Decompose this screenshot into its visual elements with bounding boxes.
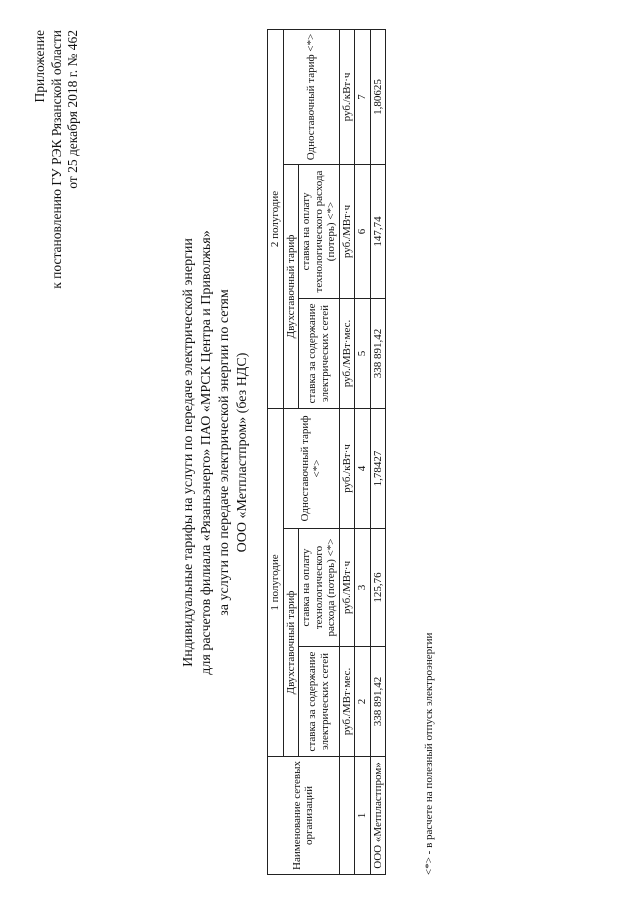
column-number: 6 <box>355 164 371 298</box>
units-row <box>339 29 355 874</box>
two-part-tariff-header-1: Двухставочный тариф <box>283 529 299 757</box>
column-number: 5 <box>355 298 371 408</box>
unit-cell: руб./кВт·ч <box>339 408 355 528</box>
column-number: 7 <box>355 29 371 164</box>
column-numbers-row <box>355 29 371 874</box>
unit-cell: руб./МВт·мес. <box>339 298 355 408</box>
rate-maintenance-header-2: ставка за содержание электрических сетей <box>299 298 340 408</box>
rate-losses-header-1: ставка на оплату технологического расхода (потерь) <*> <box>299 529 340 647</box>
table-header-row <box>268 29 284 874</box>
appendix-label: Приложение <box>32 30 47 103</box>
value-cell: 125,76 <box>370 529 386 647</box>
unit-cell: руб./МВт·мес. <box>339 647 355 757</box>
value-cell: 338 891,42 <box>370 298 386 408</box>
value-cell: 147,74 <box>370 164 386 298</box>
value-cell: 338 891,42 <box>370 647 386 757</box>
title-line-2: для расчетов филиала «Рязаньэнерго» ПАО «МРСК Центра и Приволжья» <box>199 230 214 675</box>
unit-cell: руб./МВт·ч <box>339 164 355 298</box>
half1-header: 1 полугодие <box>268 408 284 756</box>
column-number: 3 <box>355 529 371 647</box>
appendix-resolution: к постановлению ГУ РЭК Рязанской области <box>48 30 64 289</box>
one-part-tariff-header-1: Одноставочный тариф <*> <box>283 408 339 528</box>
title-line-1: Индивидуальные тарифы на услуги по передаче электрической энергии <box>181 238 196 667</box>
column-number: 4 <box>355 408 371 528</box>
table-header-row <box>283 29 299 874</box>
column-number: 1 <box>355 757 371 875</box>
two-part-tariff-header-2: Двухставочный тариф <box>283 164 299 408</box>
unit-cell: руб./кВт·ч <box>339 29 355 164</box>
rate-maintenance-header-1: ставка за содержание электрических сетей <box>299 647 340 757</box>
org-name-cell: ООО «Метпластпром» <box>370 757 386 875</box>
value-cell: 1,80625 <box>370 29 386 164</box>
document-title <box>180 0 252 905</box>
footnote: <*> - в расчете на полезный отпуск электроэнергии <box>423 632 435 875</box>
table-row <box>370 29 386 874</box>
unit-cell-empty <box>339 757 355 875</box>
value-cell: 1,78427 <box>370 408 386 528</box>
unit-cell: руб./МВт·ч <box>339 529 355 647</box>
half2-header: 2 полугодие <box>268 29 284 408</box>
rate-losses-header-2: ставка на оплату технологического расхода (потерь) <*> <box>299 164 340 298</box>
title-line-4: ООО «Метпластпром» (без НДС) <box>235 352 250 553</box>
appendix-date: от 25 декабря 2018 г. № 462 <box>65 30 80 189</box>
column-number: 2 <box>355 647 371 757</box>
org-header-cell: Наименование сетевых организаций <box>268 757 340 875</box>
title-line-3: за услуги по передаче электрической энергии по сетям <box>217 289 232 616</box>
one-part-tariff-header-2: Одноставочный тариф <*> <box>283 29 339 164</box>
tariff-table <box>267 29 386 875</box>
appendix-block <box>32 30 82 289</box>
